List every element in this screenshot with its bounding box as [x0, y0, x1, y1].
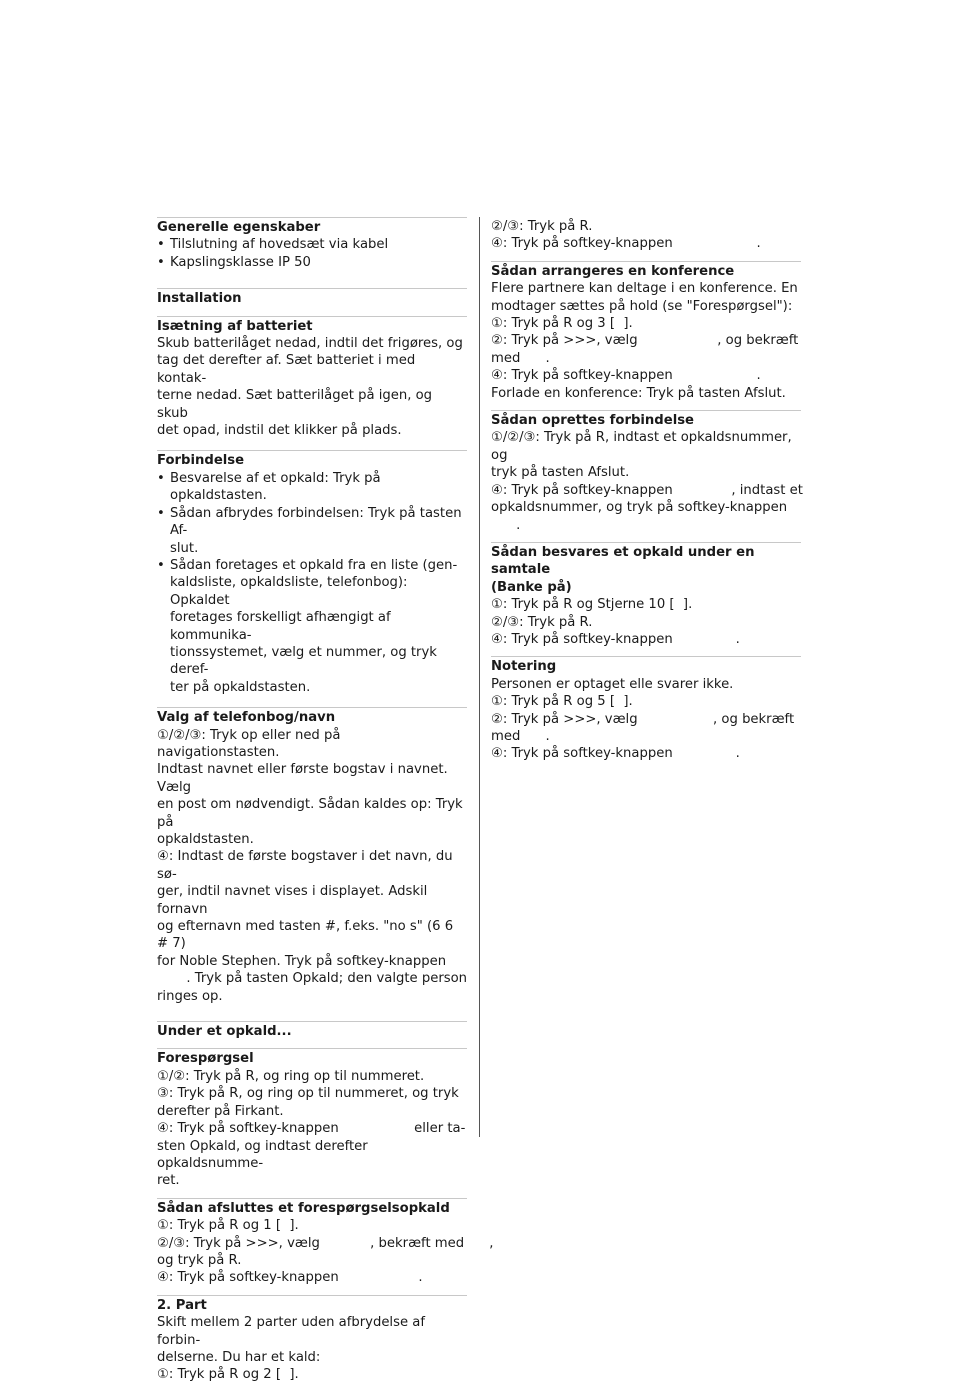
section-connection — [157, 450, 467, 696]
section-heading: Notering — [491, 659, 557, 675]
section-inquiry — [157, 1048, 467, 1189]
section-heading: Installation — [157, 291, 242, 307]
text-line: ②/③: Tryk på >>>, vælg , bekræft med , — [157, 1235, 494, 1251]
section-heading: Sådan arrangeres en konference — [491, 263, 735, 279]
text-line: derefter på Firkant. — [157, 1103, 284, 1119]
section-establish-connection — [491, 410, 801, 534]
text-line: en post om nødvendigt. Sådan kaldes op: Tryk på — [157, 797, 463, 830]
text-line: sten Opkald, og indtast derefter opkaldsnumme- — [157, 1138, 368, 1171]
section-call-waiting — [491, 542, 801, 648]
section-phonebook — [157, 707, 467, 1005]
section-heading: Sådan oprettes forbindelse — [491, 413, 695, 429]
text-line: ④: Tryk på softkey-knappen . — [491, 631, 740, 647]
feature-list — [157, 236, 467, 271]
list-item — [157, 470, 467, 505]
text-line: • Besvarelse af et opkald: Tryk på opkaldstasten. — [170, 470, 381, 504]
section-battery — [157, 316, 467, 440]
text-line: ①/②: Tryk på R, og ring op til nummeret. — [157, 1068, 425, 1084]
text-line: tionssystemet, vælg et nummer, og tryk deref- — [170, 644, 437, 678]
text-line: opkaldstasten. — [157, 832, 254, 847]
section-installation — [157, 288, 467, 307]
section-heading: 2. Part — [157, 1297, 207, 1313]
text-line: for Noble Stephen. Tryk på softkey-knappen — [157, 953, 447, 969]
text-line: ①/②/③: Tryk på R, indtast et opkaldsnummer, og — [491, 430, 792, 463]
text-line: ③: Tryk på R, og ring op til nummeret, og tryk — [157, 1086, 459, 1102]
text-line: ④: Tryk på softkey-knappen , indtast et — [491, 482, 803, 498]
text-line: ret. — [157, 1173, 180, 1189]
text-line: ①: Tryk på R og 3 [ ]. — [491, 316, 633, 332]
text-line: ①: Tryk på R og 1 [ ]. — [157, 1218, 299, 1234]
list-item — [157, 505, 467, 557]
text-line: ①/②/③: Tryk op eller ned på navigationstasten. — [157, 727, 341, 760]
section-heading: Valg af telefonbog/navn — [157, 710, 336, 726]
text-line: ①: Tryk på R og 2 [ ]. — [157, 1367, 299, 1383]
text-line: ④: Indtast de første bogstaver i det navn, du sø- — [157, 849, 453, 882]
text-line: terne nedad. Sæt batterilåget på igen, og skub — [157, 388, 433, 421]
section-heading: Sådan afsluttes et forespørgselsopkald — [157, 1200, 450, 1216]
section-heading: Sådan besvares et opkald under en samtale — [491, 544, 755, 578]
section-heading: (Banke på) — [491, 579, 572, 595]
text-line: modtager sættes på hold (se "Forespørgsel"): — [491, 298, 793, 314]
text-line: ④: Tryk på softkey-knappen . — [491, 368, 761, 384]
text-line: • Sådan afbrydes forbindelsen: Tryk på tasten Af- — [170, 505, 462, 539]
text-line: ④: Tryk på softkey-knappen . — [491, 236, 761, 252]
section-end-inquiry — [157, 1198, 494, 1287]
section-heading: Forespørgsel — [157, 1051, 254, 1067]
text-line: tryk på tasten Afslut. — [491, 465, 630, 481]
section-heading: Under et opkald... — [157, 1024, 292, 1040]
text-line: og tryk på R. — [157, 1252, 242, 1268]
text-line: ger, indtil navnet vises i displayet. Adskil fornavn — [157, 884, 428, 917]
text-line: ①: Tryk på R og 5 [ ]. — [491, 694, 633, 710]
text-line: Skift mellem 2 parter uden afbrydelse af forbin- — [157, 1315, 425, 1348]
section-general-features — [157, 217, 467, 271]
column-divider — [479, 217, 480, 1137]
text-line: ①: Tryk på R og Stjerne 10 [ ]. — [491, 597, 693, 613]
section-second-party — [157, 1295, 467, 1384]
text-line: • Sådan foretages et opkald fra en liste (gen- — [170, 557, 458, 573]
text-line: med . — [491, 728, 550, 744]
text-line: ②: Tryk på >>>, vælg , og bekræft — [491, 711, 795, 727]
text-line: kaldsliste, opkaldsliste, telefonbog): Opkaldet — [170, 575, 408, 608]
list-item: • Kapslingsklasse IP 50 — [157, 254, 467, 271]
text-line: tag det derefter af. Sæt batteriet i med kontak- — [157, 353, 416, 386]
section-heading: Forbindelse — [157, 453, 245, 469]
list-item: • Tilslutning af hovedsæt via kabel — [157, 236, 467, 253]
text-line: . Tryk på tasten Opkald; den valgte person — [157, 971, 468, 987]
right-column — [491, 217, 801, 771]
text-line: Skub batterilåget nedad, indtil det frigøres, og — [157, 336, 463, 352]
text-line: og efternavn med tasten #, f.eks. "no s" (6 6 # 7) — [157, 919, 454, 952]
text-line: foretages forskelligt afhængigt af kommunika- — [170, 610, 391, 643]
text-line: ②: Tryk på >>>, vælg , og bekræft — [491, 333, 799, 349]
text-line: ④: Tryk på softkey-knappen . — [491, 746, 740, 762]
section-second-party-continued — [491, 217, 801, 253]
text-line: opkaldsnummer, og tryk på softkey-knappen — [491, 500, 788, 516]
text-line: det opad, indstil det klikker på plads. — [157, 423, 402, 439]
text-line: delserne. Du har et kald: — [157, 1349, 321, 1365]
text-line: . — [491, 517, 521, 533]
text-line: Indtast navnet eller første bogstav i navnet. Vælg — [157, 762, 448, 795]
text-line: med . — [491, 350, 550, 366]
section-notering — [491, 656, 801, 762]
section-during-call — [157, 1021, 467, 1040]
section-heading: Isætning af batteriet — [157, 318, 313, 334]
section-heading: Generelle egenskaber — [157, 220, 321, 235]
text-line: Personen er optaget elle svarer ikke. — [491, 676, 734, 692]
text-line: ter på opkaldstasten. — [170, 679, 311, 695]
list-item — [157, 557, 467, 696]
text-line: ④: Tryk på softkey-knappen eller ta- — [157, 1121, 466, 1137]
section-conference — [491, 261, 801, 402]
left-column — [157, 217, 494, 1387]
text-line: slut. — [170, 540, 199, 556]
text-line: ②/③: Tryk på R. — [491, 219, 593, 234]
text-line: Forlade en konference: Tryk på tasten Afslut. — [491, 385, 786, 401]
connection-list — [157, 470, 467, 696]
text-line: ringes op. — [157, 988, 223, 1004]
text-line: ②/③: Tryk på R. — [491, 614, 593, 630]
text-line: Flere partnere kan deltage i en konference. En — [491, 281, 798, 297]
text-line: ④: Tryk på softkey-knappen . — [157, 1270, 423, 1286]
